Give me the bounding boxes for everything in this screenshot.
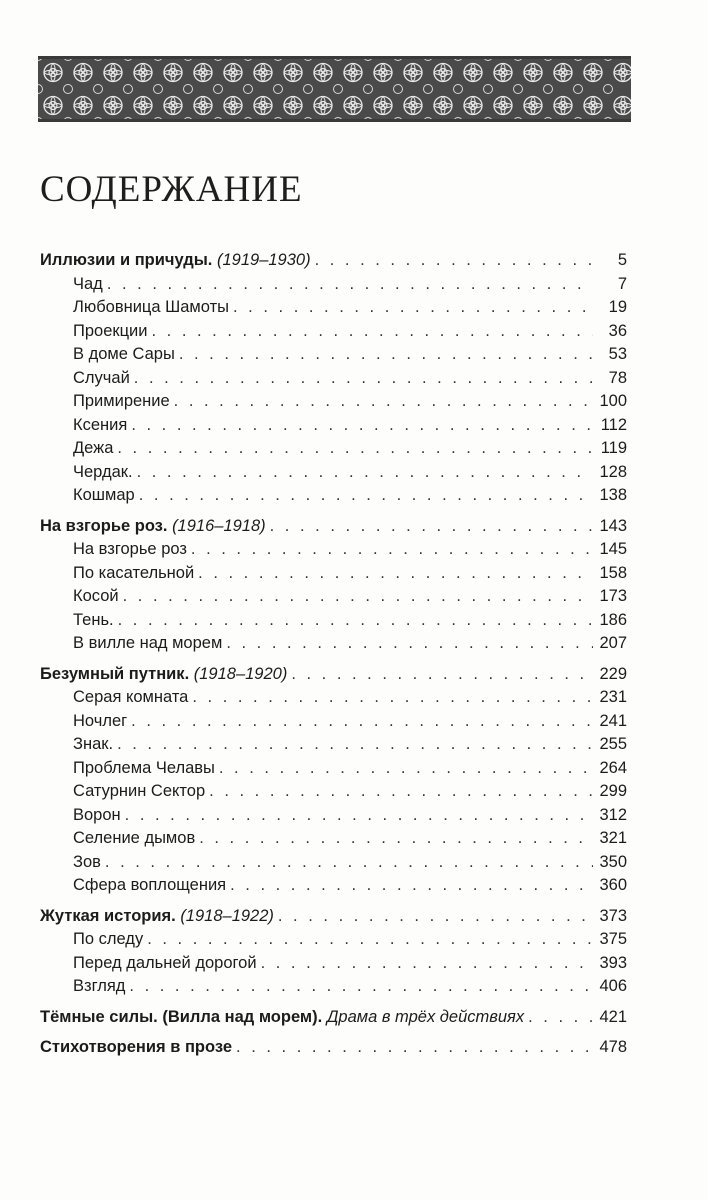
toc-item-row[interactable]	[40, 343, 627, 367]
toc-leader-dots	[125, 804, 593, 828]
toc-item-title: По касательной	[73, 563, 195, 582]
toc-page-number: 173	[599, 587, 627, 605]
toc-part-title	[40, 663, 287, 687]
toc-page-number: 207	[599, 634, 627, 652]
toc-part-row[interactable]	[40, 1036, 627, 1060]
toc-item-row[interactable]	[40, 296, 627, 320]
toc-page-number: 350	[599, 852, 627, 871]
toc-item-title: Зов	[73, 852, 101, 871]
toc-leader-dots	[152, 320, 594, 344]
toc-item-title: Ворон	[73, 805, 121, 824]
toc-item-title: Сатурнин Сектор	[73, 782, 206, 800]
toc-part-subtitle: Драма в трёх действиях	[326, 1007, 525, 1026]
toc-leader-dots	[233, 296, 593, 320]
toc-item-title: Взгляд	[73, 977, 126, 995]
toc-part-title	[40, 1036, 232, 1060]
toc-page-number: 264	[599, 758, 627, 777]
toc-item-row[interactable]	[40, 975, 627, 999]
toc-page-number: 406	[599, 977, 627, 995]
toc-leader-dots	[107, 273, 593, 297]
toc-item-row[interactable]	[40, 437, 627, 461]
toc-page-number: 255	[599, 735, 627, 753]
toc-section	[40, 249, 627, 508]
toc-page-number: 229	[599, 664, 627, 683]
toc-leader-dots	[131, 710, 593, 734]
toc-part-title	[40, 905, 274, 929]
toc-page-number: 478	[599, 1038, 627, 1056]
toc-page-number: 5	[617, 251, 627, 269]
toc-page-number: 241	[599, 711, 627, 730]
toc-leader-dots	[209, 780, 593, 804]
toc-item-title: Ночлег	[73, 711, 128, 730]
toc-item-title: Ксения	[73, 415, 128, 434]
toc-page-number: 360	[599, 876, 627, 894]
toc-item-title: Тень.	[73, 610, 114, 629]
toc-item-row[interactable]	[40, 562, 627, 586]
toc-section	[40, 1036, 627, 1060]
toc-item-title: Перед дальней дорогой	[73, 953, 257, 972]
toc-part-subtitle: (1919–1930)	[217, 251, 311, 269]
toc-page-number: 19	[608, 298, 627, 316]
toc-leader-dots	[131, 414, 593, 438]
toc-item-row[interactable]	[40, 484, 627, 508]
toc-part-title	[40, 515, 266, 539]
toc-item-row[interactable]	[40, 414, 627, 438]
toc-leader-dots	[174, 390, 593, 414]
toc-item-title: Чердак.	[73, 462, 133, 481]
toc-page-number: 7	[617, 274, 627, 293]
toc-page-number: 299	[599, 782, 627, 800]
toc-item-row[interactable]	[40, 273, 627, 297]
toc-item-row[interactable]	[40, 827, 627, 851]
toc-item-row[interactable]	[40, 780, 627, 804]
toc-item-title: В доме Сары	[73, 345, 175, 363]
toc-part-name: Тёмные силы. (Вилла над морем).	[40, 1007, 323, 1026]
toc-item-title: Сфера воплощения	[73, 876, 227, 894]
toc-leader-dots	[291, 663, 593, 687]
toc-page-number: 375	[599, 930, 627, 948]
toc-part-row[interactable]	[40, 249, 627, 273]
toc-item-row[interactable]	[40, 733, 627, 757]
toc-item-title: На взгорье роз	[73, 540, 187, 558]
toc-page-number: 100	[599, 392, 627, 410]
toc-item-row[interactable]	[40, 390, 627, 414]
toc-leader-dots	[278, 905, 593, 929]
toc-part-subtitle: (1916–1918)	[172, 516, 266, 535]
toc-item-row[interactable]	[40, 461, 627, 485]
toc-leader-dots	[147, 928, 593, 952]
toc-item-row[interactable]	[40, 609, 627, 633]
toc-leader-dots	[118, 609, 593, 633]
toc-item-row[interactable]	[40, 851, 627, 875]
toc-leader-dots	[129, 975, 593, 999]
toc-item-title: По следу	[73, 930, 144, 948]
toc-part-title	[40, 249, 311, 273]
toc-page-number: 145	[599, 540, 627, 558]
toc-leader-dots	[117, 733, 593, 757]
toc-item-row[interactable]	[40, 710, 627, 734]
toc-page-number: 158	[599, 563, 627, 582]
toc-part-row[interactable]	[40, 905, 627, 929]
toc-leader-dots	[117, 437, 593, 461]
toc-part-subtitle: (1918–1920)	[193, 664, 288, 683]
toc-part-name: На взгорье роз.	[40, 516, 168, 535]
toc-part-name: Жуткая история.	[40, 906, 176, 925]
toc-leader-dots	[134, 367, 593, 391]
toc-leader-dots	[261, 952, 593, 976]
toc-page-number: 36	[608, 321, 627, 340]
toc-page-number: 312	[599, 805, 627, 824]
toc-page-number: 78	[608, 368, 627, 387]
toc-part-name: Безумный путник.	[40, 664, 190, 683]
toc-page-number: 119	[600, 439, 627, 457]
toc-item-title: Селение дымов	[73, 829, 196, 847]
toc-page-number: 393	[599, 953, 627, 972]
toc-leader-dots	[105, 851, 593, 875]
toc-item-title: Дежа	[73, 439, 114, 457]
toc-part-row[interactable]	[40, 663, 627, 687]
toc-item-title: Косой	[73, 587, 119, 605]
toc-leader-dots	[137, 461, 593, 485]
toc-item-row[interactable]	[40, 320, 627, 344]
toc-leader-dots	[179, 343, 593, 367]
toc-page-number: 231	[599, 688, 627, 706]
toc-leader-dots	[270, 515, 593, 539]
toc-page-number: 421	[599, 1007, 627, 1026]
toc-item-row[interactable]	[40, 632, 627, 656]
toc-section	[40, 663, 627, 898]
toc-leader-dots	[199, 827, 593, 851]
toc-part-title	[40, 1006, 524, 1030]
toc-page-number: 186	[599, 610, 627, 629]
toc-item-title: Любовница Шамоты	[73, 298, 230, 316]
toc-item-row[interactable]	[40, 367, 627, 391]
toc-item-title: Случай	[73, 368, 130, 387]
toc-page-number: 112	[600, 415, 627, 434]
toc-item-row[interactable]	[40, 952, 627, 976]
toc-leader-dots	[230, 874, 593, 898]
toc-leader-dots	[198, 562, 593, 586]
toc-leader-dots	[226, 632, 593, 656]
toc-leader-dots	[191, 538, 593, 562]
toc-leader-dots	[139, 484, 593, 508]
toc-page-number: 373	[599, 906, 627, 925]
toc-page-number: 138	[599, 486, 627, 504]
toc-page-number: 53	[608, 345, 627, 363]
toc-part-row[interactable]	[40, 515, 627, 539]
toc-item-row[interactable]	[40, 686, 627, 710]
toc-item-title: Знак.	[73, 735, 114, 753]
toc-item-title: Проблема Челавы	[73, 758, 215, 777]
toc-item-row[interactable]	[40, 804, 627, 828]
toc-item-title: Чад	[73, 274, 103, 293]
toc-part-subtitle: (1918–1922)	[180, 906, 274, 925]
page-heading: СОДЕРЖАНИЕ	[40, 169, 303, 210]
toc-page-number: 321	[599, 829, 627, 847]
toc-item-row[interactable]	[40, 928, 627, 952]
toc-part-row[interactable]	[40, 1006, 627, 1030]
toc-leader-dots	[123, 585, 593, 609]
toc-part-name: Иллюзии и причуды.	[40, 251, 213, 269]
lace-border-ornament	[38, 56, 631, 122]
toc-section	[40, 1006, 627, 1030]
toc-item-title: Проекции	[73, 321, 148, 340]
toc-page-number: 143	[599, 516, 627, 535]
toc-leader-dots	[236, 1036, 593, 1060]
toc-leader-dots	[315, 249, 593, 273]
toc-page-number: 128	[599, 462, 627, 481]
toc-part-name: Стихотворения в прозе	[40, 1038, 233, 1056]
toc-section	[40, 905, 627, 999]
table-of-contents	[40, 249, 627, 1067]
toc-item-title: Примирение	[73, 392, 170, 410]
toc-leader-dots	[192, 686, 593, 710]
toc-item-row[interactable]	[40, 538, 627, 562]
toc-leader-dots	[528, 1006, 593, 1030]
toc-leader-dots	[219, 757, 593, 781]
toc-item-title: Серая комната	[73, 688, 189, 706]
toc-item-title: В вилле над морем	[73, 634, 223, 652]
toc-item-title: Кошмар	[73, 486, 135, 504]
toc-item-row[interactable]	[40, 874, 627, 898]
toc-section	[40, 515, 627, 656]
toc-item-row[interactable]	[40, 757, 627, 781]
toc-item-row[interactable]	[40, 585, 627, 609]
